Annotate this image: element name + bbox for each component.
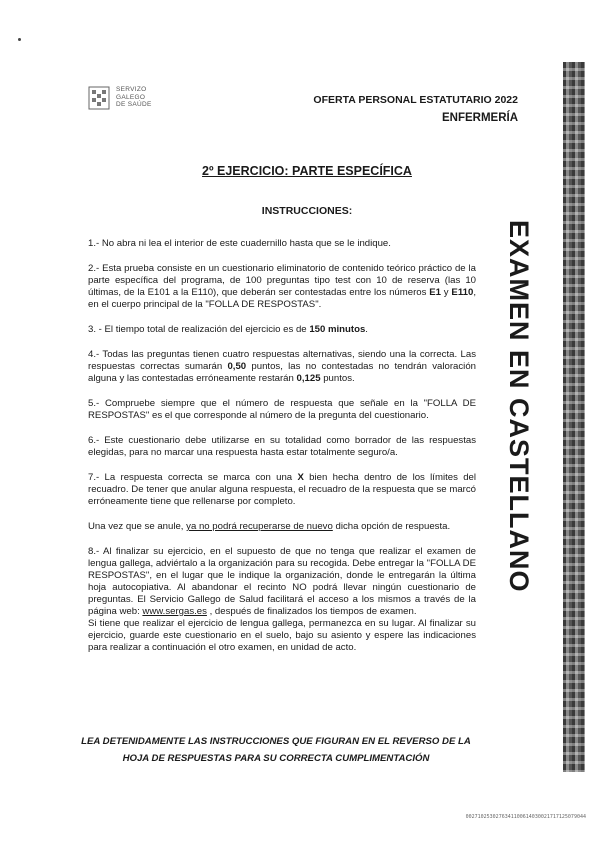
specialty-title: ENFERMERÍA [441,112,518,124]
vertical-exam-language: EXAMEN EN CASTELLANO [504,220,534,593]
footer-line-2: HOJA DE RESPUESTAS PARA SU CORRECTA CUMPLIMENTACIÓN [122,753,430,764]
sergas-logo [88,86,152,110]
logo-text [116,86,152,109]
footer-notice [80,733,472,767]
logo-line-2: GALEGO [116,93,146,101]
instructions-body [88,238,476,667]
instruction-7-tail: bien hecha dentro de los límites del recuadro. De tener que anular alguna respuesta, el recuadro de la respuesta que se marcó erróneamente tiene que rellenarse por completo. [88,472,477,507]
instruction-5: 5.- Compruebe siempre que el número de respuesta que señale en la "FOLLA DE RESPOSTAS" es el que corresponde al número de la pregunta del cuestionario. [88,398,476,421]
exam-title: 2º EJERCICIO: PARTE ESPECÍFICA [202,164,412,178]
instruction-1: 1.- No abra ni lea el interior de este cuadernillo hasta que se le indique. [88,238,391,249]
instruction-3-text: 3. - El tiempo total de realización del ejercicio es de [88,324,310,335]
instruction-7-note-text: Una vez que se anule, [88,521,187,532]
instruction-2-tail: , en el cuerpo principal de la "FOLLA DE RESPOSTAS". [88,287,476,310]
instruction-3-tail: . [365,324,368,335]
instruction-7 [88,472,476,508]
instructions-heading: INSTRUCCIONES: [261,205,353,217]
galicia-coat-of-arms-icon [88,86,110,110]
instruction-8-text: 8.- Al finalizar su ejercicio, en el supuesto de que no tenga que realizar el examen de lengua gallega, adviértalo a la organización para su recogida. Debe entregar la "FOLLA DE RESPOSTAS", en el lugar que le indique la organización, donde le entregarán la última hoja autocopiativa. Al abandonar el recinto NO podrá llevar ningún cuestionario de preguntas. El Servicio Gallego de Salud facilitará el acceso a los mismos a través de la página web: [88,546,476,617]
instruction-3-time: 150 minutos [309,324,366,335]
instruction-7-text: 7.- La respuesta correcta se marca con una [88,472,298,483]
instruction-7-mark: X [297,472,304,483]
document-header [313,92,518,126]
instruction-2-end: E110 [451,287,474,298]
instruction-4-points-wrong: 0,125 [296,373,321,384]
instruction-2-and: y [440,287,452,298]
instruction-8 [88,546,476,618]
instruction-8-tail: , después de finalizados los tiempos de examen. [206,606,417,617]
offer-title: OFERTA PERSONAL ESTATUTARIO 2022 [313,94,518,106]
instruction-4-points-correct: 0,50 [227,361,247,372]
instruction-7-note-tail: dicha opción de respuesta. [332,521,451,532]
instruction-8-galician: Si tiene que realizar el ejercicio de lengua gallega, permanezca en su lugar. Al finalizar su ejercicio, guarde este cuestionario en el suelo, bajo su asiento y espere las indicaciones para realizar a continuación el otro examen, en unidad de acto. [88,618,476,653]
instruction-2-text: 2.- Esta prueba consiste en un cuestionario eliminatorio de contenido teórico práctico de la parte específica del programa, de 100 preguntas tipo test con 10 de reserva (las 10 últimas, de la E101 a la E110), que deberán ser contestadas entre los números [88,263,476,298]
scan-speck [18,38,21,41]
instruction-7-note [88,521,476,533]
logo-line-1: SERVIZO [116,86,147,93]
instruction-4 [88,349,476,385]
instruction-4-text: 4.- Todas las preguntas tienen cuatro respuestas alternativas, siendo una la correcta. Las respuestas correctas sumarán [88,349,476,372]
side-barcode-stripe [563,62,585,772]
instruction-4-middle: puntos, las no contestadas no tendrán valoración alguna y las contestadas erróneamente restarán [88,361,476,384]
instruction-6: 6.- Este cuestionario debe utilizarse en su totalidad como borrador de las respuestas elegidas, para no marcar una respuesta hasta estar totalmente seguro/a. [88,435,476,458]
instruction-4-tail: puntos. [320,373,355,384]
instruction-2-start: E1 [429,287,441,298]
footer-line-1: LEA DETENIDAMENTE LAS INSTRUCCIONES QUE FIGURAN EN EL REVERSO DE LA [81,736,471,747]
instruction-3 [88,324,476,336]
instruction-7-note-emphasis: ya no podrá recuperarse de nuevo [186,521,333,532]
sergas-link[interactable]: www.sergas.es [142,606,207,617]
instruction-2 [88,263,476,311]
logo-line-3: DE SAÚDE [116,101,152,108]
document-code: 0027102530276341100614030021717125079044 [465,814,586,820]
